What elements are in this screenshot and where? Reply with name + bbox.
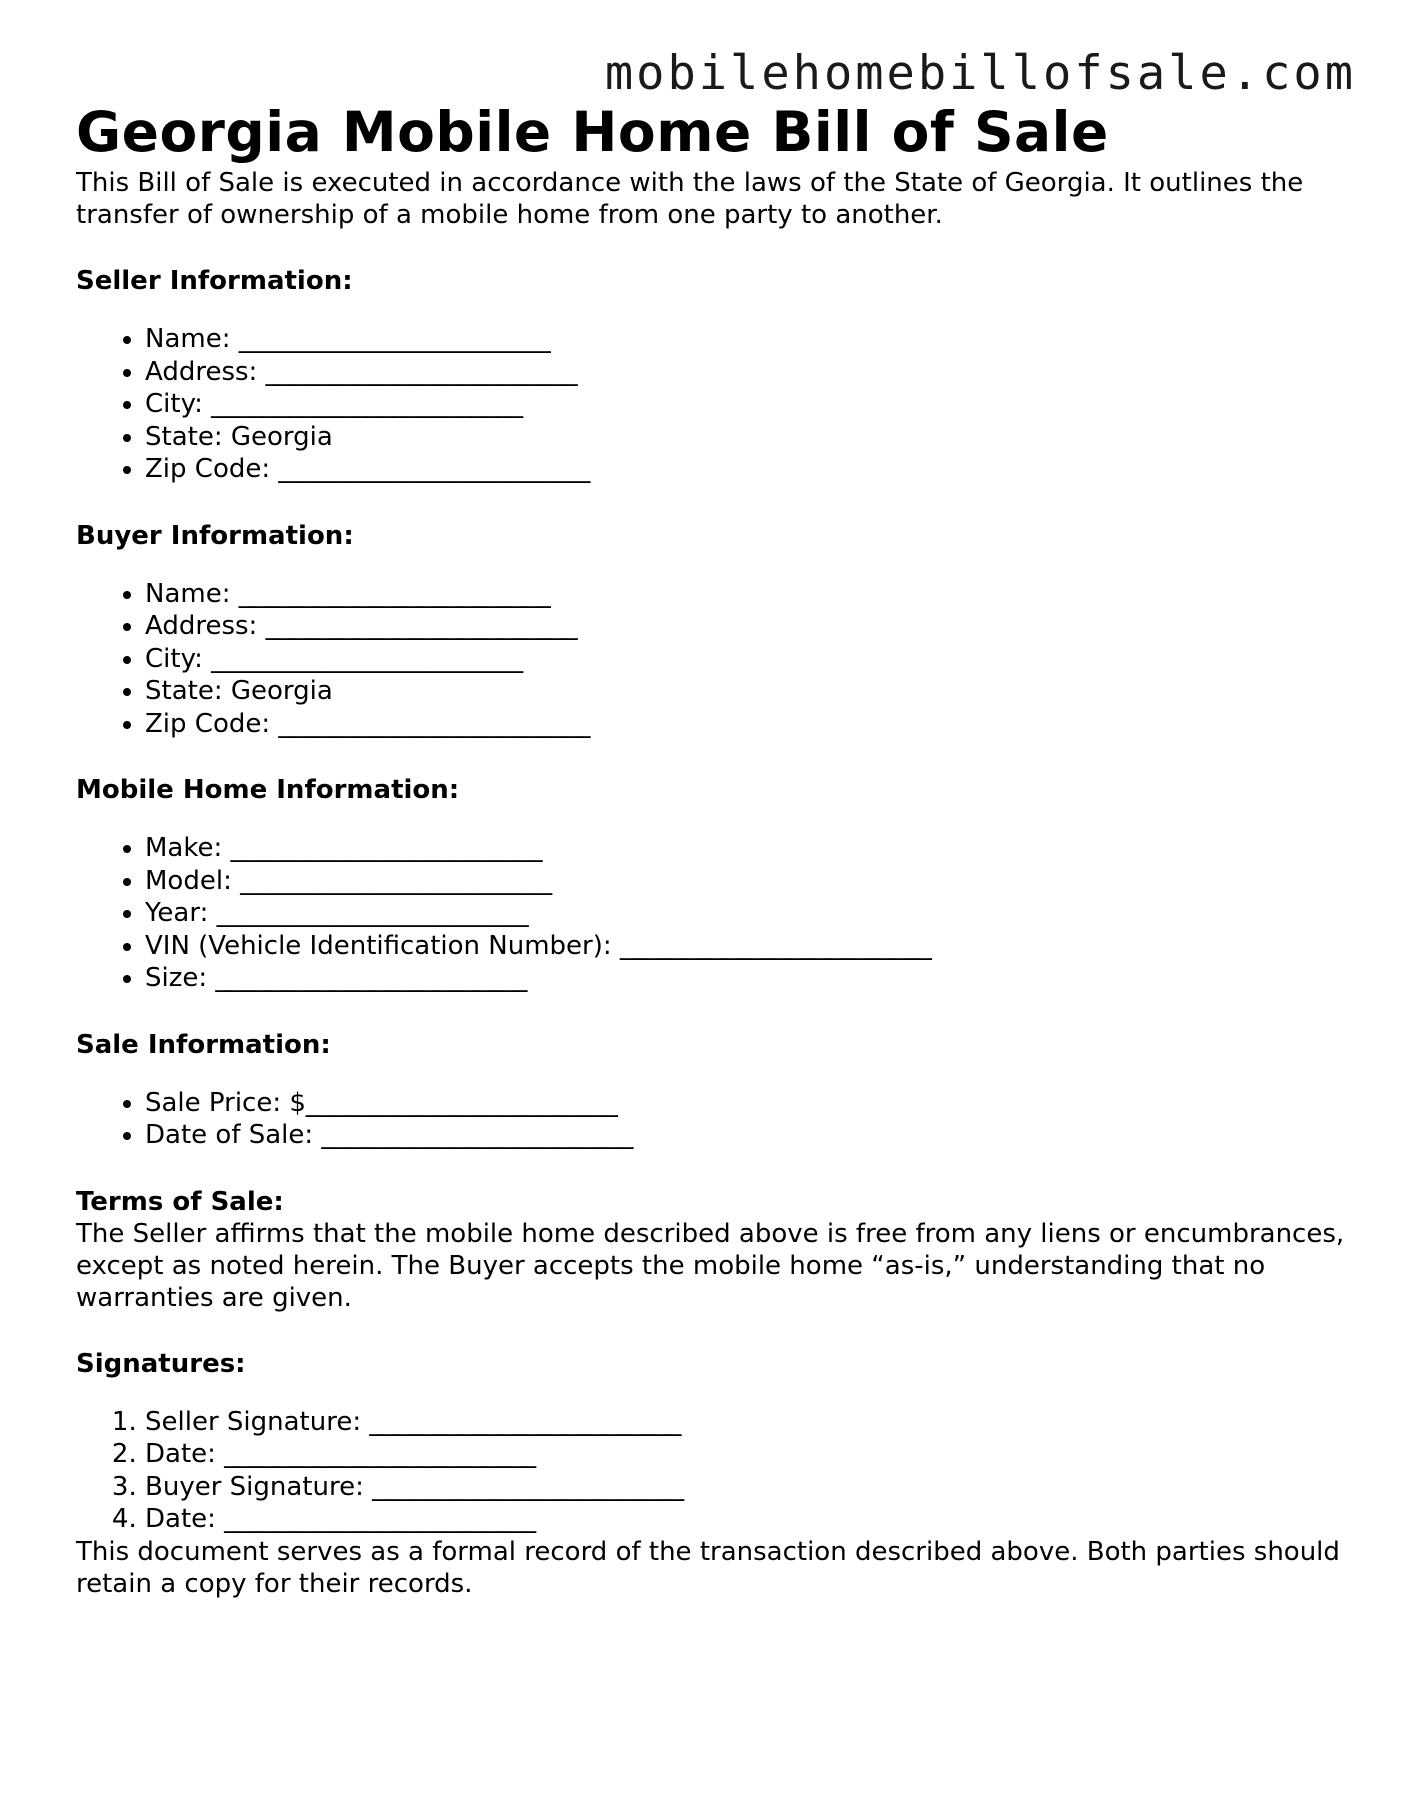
seller-state-field: • State: Georgia (145, 421, 1346, 454)
buyer-heading: Buyer Information: (76, 520, 354, 551)
signatures-heading: Signatures: (76, 1348, 246, 1379)
buyer-list (76, 578, 1346, 741)
mobile-home-list (76, 832, 1346, 995)
site-watermark: mobilehomebillofsale.com (604, 46, 1356, 101)
seller-name-field: • Name: ________________________ (145, 323, 1346, 356)
buyer-address-field: • Address: ________________________ (145, 610, 1346, 643)
terms-heading: Terms of Sale: (76, 1186, 284, 1217)
buyer-signature-field: 3. Buyer Signature: ________________________ (145, 1471, 1346, 1504)
sale-list (76, 1087, 1346, 1152)
model-field: • Model: ________________________ (145, 865, 1346, 898)
seller-heading: Seller Information: (76, 266, 353, 296)
intro-paragraph: This Bill of Sale is executed in accordance with the laws of the State of Georgia. It outlines the transfer of ownership of a mobile home from one party to another. (76, 168, 1304, 230)
buyer-name-field: • Name: ________________________ (145, 578, 1346, 611)
closing-paragraph: This document serves as a formal record of the transaction described above. Both parties should retain a copy for their records. (76, 1536, 1340, 1599)
vin-field: • VIN (Vehicle Identification Number): ________________________ (145, 930, 1346, 963)
size-field: • Size: ________________________ (145, 962, 1346, 995)
seller-city-field: • City: ________________________ (145, 388, 1346, 421)
buyer-date-field: 4. Date: ________________________ (145, 1503, 1346, 1536)
buyer-zip-field: • Zip Code: ________________________ (145, 708, 1346, 741)
seller-zip-field: • Zip Code: ________________________ (145, 453, 1346, 486)
seller-date-field: 2. Date: ________________________ (145, 1438, 1346, 1471)
page-title: Georgia Mobile Home Bill of Sale (76, 100, 1109, 164)
buyer-state-field: • State: Georgia (145, 675, 1346, 708)
seller-address-field: • Address: ________________________ (145, 356, 1346, 389)
year-field: • Year: ________________________ (145, 897, 1346, 930)
buyer-city-field: • City: ________________________ (145, 643, 1346, 676)
sale-date-field: • Date of Sale: ________________________ (145, 1119, 1346, 1152)
terms-paragraph: The Seller affirms that the mobile home described above is free from any liens or encumbrances, except as noted herein. The Buyer accepts the mobile home “as-is,” understanding that no warranties are given. (76, 1218, 1345, 1313)
signatures-list (76, 1406, 1346, 1536)
sale-heading: Sale Information: (76, 1029, 331, 1060)
make-field: • Make: ________________________ (145, 832, 1346, 865)
document-page (76, 97, 1346, 1600)
mobile-home-heading: Mobile Home Information: (76, 775, 460, 805)
seller-signature-field: 1. Seller Signature: ________________________ (145, 1406, 1346, 1439)
sale-price-field: • Sale Price: $________________________ (145, 1087, 1346, 1120)
seller-list (76, 323, 1346, 486)
